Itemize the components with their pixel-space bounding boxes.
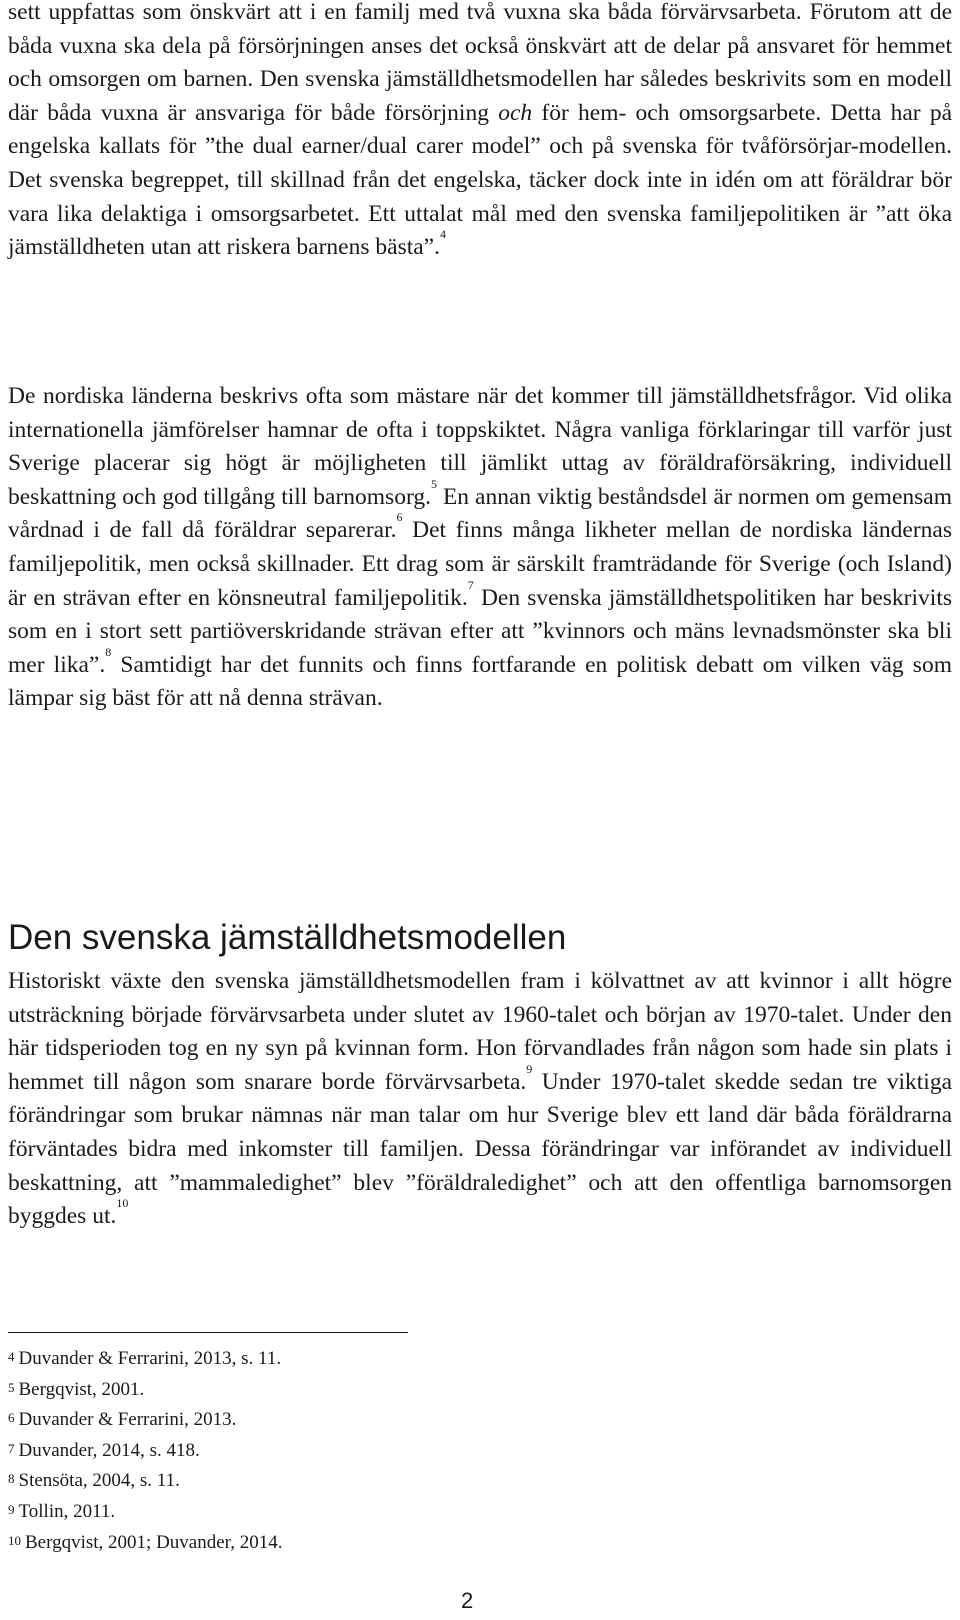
- footnote-ref-5[interactable]: 5: [430, 476, 437, 491]
- body-paragraph-1: sett uppfattas som önskvärt att i en familj med två vuxna ska båda förvärvsarbeta. Förutom att de båda vuxna ska dela på försörjningen anses det också önskvärt att de delar på ansvaret för hemmet och omsorgen om barnen. Den svenska jämställdhetsmodellen har således beskrivits som en modell där båda vuxna är ansvariga för både försörjning och för hem- och omsorgsarbete. Detta har på engelska kallats för ”the dual earner/dual carer model” och på svenska för tvåförsörjar-modellen. Det svenska begreppet, till skillnad från det engelska, täcker dock inte in idén om att föräldrar bör vara lika delaktiga i omsorgsarbetet. Ett uttalat mål med den svenska familjepolitiken är ”att öka jämställdheten utan att riskera barnens bästa”.$^4$: [8, 0, 952, 261]
- footnote-ref-9[interactable]: 9: [526, 1061, 533, 1076]
- footnote-text: Bergqvist, 2001; Duvander, 2014.: [25, 1531, 283, 1553]
- footnote-item: [8, 1375, 282, 1406]
- footnote-ref-6[interactable]: 6: [396, 510, 403, 525]
- footnote-item: [8, 1497, 282, 1528]
- footnote-number: 8: [8, 1471, 15, 1487]
- footnote-item: [8, 1528, 282, 1559]
- footnote-item: [8, 1405, 282, 1436]
- footnote-text: Duvander, 2014, s. 418.: [18, 1439, 200, 1461]
- emphasis-och: och: [498, 99, 533, 126]
- footnote-ref-4[interactable]: 4: [439, 227, 446, 242]
- footnote-item: [8, 1466, 282, 1497]
- footnote-item: [8, 1344, 282, 1375]
- footnote-number: 4: [8, 1349, 15, 1364]
- body-paragraph-2: De nordiska länderna beskrivs ofta som mästare när det kommer till jämställdhetsfrågor. Vid olika internationella jämförelser hamnar de ofta i toppskiktet. Några vanliga förklaringar till varför just Sverige placerar sig högt är möjligheten till jämlikt uttag av föräldraförsäkring, individuell beskattning och god tillgång till barnomsorg.$^5$ En annan viktig beståndsdel är normen om gemensam vårdnad i de fall då föräldrar separerar.$^6$ Det finns många likheter mellan de nordiska ländernas familjepolitik, men också skillnader. Ett drag som är särskilt framträdande för Sverige (och Island) är en strävan efter en könsneutral familjepolitik.$^7$ Den svenska jämställdhetspolitiken har beskrivits som en i stort sett partiöverskridande strävan efter att ”kvinnors och mäns levnadsmönster ska bli mer lika”.$^8$ Samtidigt har det funnits och finns fortfarande en politisk debatt om vilken väg som lämpar sig bäst för att nå denna strävan.: [8, 383, 952, 712]
- section-heading: Den svenska jämställdhetsmodellen: [8, 918, 567, 957]
- footnote-ref-7[interactable]: 7: [467, 577, 474, 592]
- footnote-ref-10[interactable]: 10: [116, 1196, 129, 1211]
- page-number: 2: [461, 1588, 474, 1613]
- footnote-number: 9: [8, 1501, 15, 1517]
- footnote-number: 6: [8, 1410, 15, 1426]
- footnote-separator: [8, 1332, 408, 1333]
- footnote-number: 5: [8, 1379, 15, 1395]
- footnote-number: 7: [8, 1440, 15, 1456]
- footnote-list: [8, 1344, 282, 1558]
- footnote-text: Duvander & Ferrarini, 2013.: [18, 1409, 237, 1431]
- footnote-text: Duvander & Ferrarini, 2013, s. 11.: [18, 1348, 282, 1369]
- body-paragraph-3: Historiskt växte den svenska jämställdhetsmodellen fram i kölvattnet av att kvinnor i allt högre utsträckning började förvärvsarbeta under slutet av 1960-talet och början av 1970-talet. Under den här tidsperioden tog en ny syn på kvinnan form. Hon förvandlades från någon som hade sin plats i hemmet till någon som snarare borde förvärvsarbeta.$^9$ Under 1970-talet skedde sedan tre viktiga förändringar som brukar nämnas när man talar om hur Sverige blev ett land där båda föräldrarna förväntades bidra med inkomster till familjen. Dessa förändringar var införandet av individuell beskattning, att ”mammaledighet” blev ”föräldraledighet” och att den offentliga barnomsorgen byggdes ut.$^{10}$: [8, 968, 952, 1230]
- footnote-text: Stensöta, 2004, s. 11.: [18, 1470, 180, 1492]
- footnote-text: Tollin, 2011.: [18, 1500, 116, 1522]
- footnote-text: Bergqvist, 2001.: [18, 1378, 145, 1400]
- footnote-number: 10: [8, 1532, 21, 1548]
- footnote-item: [8, 1436, 282, 1467]
- footnote-ref-8[interactable]: 8: [105, 644, 112, 659]
